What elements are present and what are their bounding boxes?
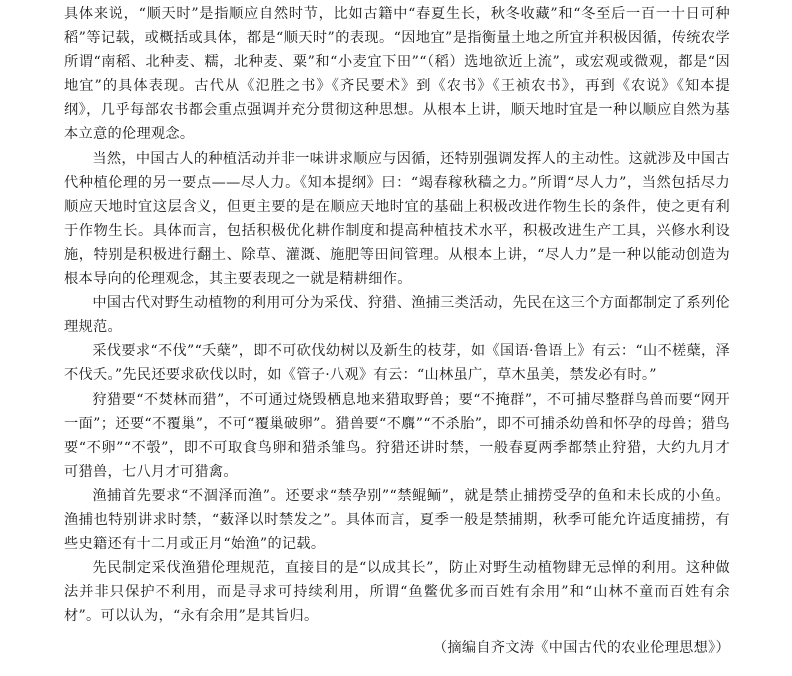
article-body bbox=[64, 2, 730, 660]
paragraph-4: 采伐要求“不伐”“夭蘖”，即不可砍伐幼树以及新生的枝芽，如《国语·鲁语上》有云：“山不槎蘖，泽不伐夭。”先民还要求砍伐以时，如《管子·八观》有云：“山林虽广，草木虽美，禁发必有时。” bbox=[64, 343, 730, 384]
paragraph-3: 中国古代对野生动植物的利用可分为采伐、狩猎、渔捕三类活动，先民在这三个方面都制定了系列伦理规范。 bbox=[64, 295, 730, 336]
paragraph-1: 具体来说，“顺天时”是指顺应自然时节，比如古籍中“春夏生长，秋冬收藏”和“冬至后一百一十日可种稻”等记载，或概括或具体，都是“顺天时”的表现。“因地宜”是指衡量土地之所宜并积极因循，传统农学所谓“南稻、北种麦、糯，北种麦、粟”和“小麦宜下田”“（稻）选地欲近上流”，或宏观或微观，都是“因地宜”的具体表现。古代从《氾胜之书》《齐民要术》到《农书》《王祯农书》，再到《农说》《知本提纲》，几乎每部农书都会重点强调并充分贯彻这种思想。从根本上讲，顺天地时宜是一种以顺应自然为基本立意的伦理观念。 bbox=[64, 6, 730, 143]
paragraph-2: 当然，中国古人的种植活动并非一味讲求顺应与因循，还特别强调发挥人的主动性。这就涉及中国古代种植伦理的另一要点——尽人力。《知本提纲》曰：“竭春稼秋穑之力。”所谓“尽人力”，当然包括尽力顺应天地时宜这层含义，但更主要的是在顺应天地时宜的基础上积极改进作物生长的条件，使之更有利于作物生长。具体而言，包括积极优化耕作制度和提高种植技术水平，积极改进生产工具，兴修水利设施，特别是积极进行翻土、除草、灌溉、施肥等田间管理。从根本上讲，“尽人力”是一种以能动创造为根本导向的伦理观念，其主要表现之一就是精耕细作。 bbox=[64, 150, 730, 288]
paragraph-7: 先民制定采伐渔猎伦理规范，直接目的是“以成其长”，防止对野生动植物肆无忌惮的利用。这种做法并非只保护不利用，而是寻求可持续利用，所谓“鱼鳖优多而百姓有余用”和“山林不童而百姓有余材”。可以认为，“永有余用”是其旨归。 bbox=[64, 560, 730, 625]
paragraph-5: 狩猎要“不焚林而猎”，不可通过烧毁栖息地来猎取野兽；要“不掩群”，不可捕尽整群鸟兽而要“网开一面”；还要“不覆巢”，不可“覆巢破卵”。猎兽要“不麛”“不杀胎”，即不可捕杀幼兽和怀孕的母兽；猎鸟要“不卵”“不彀”，即不可取食鸟卵和猎杀雏鸟。狩猎还讲时禁，一般春夏两季都禁止狩猎，大约九月才可猎兽，七八月才可猎禽。 bbox=[64, 391, 730, 480]
source-citation: （摘编自齐文涛《中国古代的农业伦理思想》） bbox=[432, 640, 730, 657]
paragraph-6: 渔捕首先要求“不涸泽而渔”。还要求“禁孕别”“禁鲲鲕”，就是禁止捕捞受孕的鱼和未长成的小鱼。渔捕也特别讲求时禁，“薮泽以时禁发之”。具体而言，夏季一般是禁捕期，秋季可能允许适度捕捞，有些史籍还有十二月或正月“始渔”的记载。 bbox=[64, 487, 730, 553]
